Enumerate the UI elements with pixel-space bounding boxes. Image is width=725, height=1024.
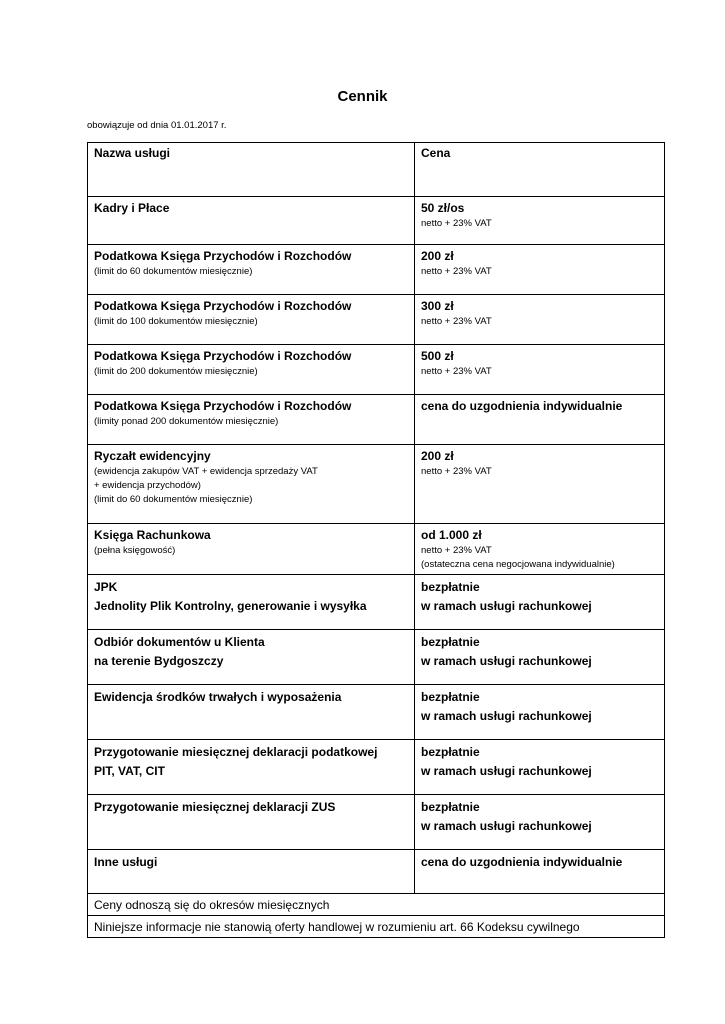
table-row xyxy=(88,630,665,685)
price-value: 500 zł xyxy=(421,349,454,363)
service-name: Przygotowanie miesięcznej deklaracji ZUS xyxy=(94,800,336,814)
valid-from-note: obowiązuje od dnia 01.01.2017 r. xyxy=(87,120,227,131)
service-note: (limit do 60 dokumentów miesięcznie) xyxy=(94,266,253,277)
service-cell xyxy=(88,445,415,524)
price-note: netto + 23% VAT xyxy=(421,366,492,377)
service-cell xyxy=(88,524,415,575)
service-name: Jednolity Plik Kontrolny, generowanie i wysyłka xyxy=(94,599,367,613)
table-row xyxy=(88,345,665,395)
price-cell xyxy=(415,575,665,630)
service-cell xyxy=(88,795,415,850)
table-row xyxy=(88,245,665,295)
price-cell xyxy=(415,197,665,245)
service-cell xyxy=(88,740,415,795)
service-cell xyxy=(88,575,415,630)
table-row xyxy=(88,740,665,795)
price-note: w ramach usługi rachunkowej xyxy=(421,709,592,723)
price-note: netto + 23% VAT xyxy=(421,218,492,229)
footer-row xyxy=(88,894,665,916)
table-row xyxy=(88,575,665,630)
price-value: cena do uzgodnienia indywidualnie xyxy=(421,855,623,869)
price-note: w ramach usługi rachunkowej xyxy=(421,599,592,613)
price-note: w ramach usługi rachunkowej xyxy=(421,819,592,833)
table-row xyxy=(88,445,665,524)
header-price: Cena xyxy=(415,143,665,197)
service-name: PIT, VAT, CIT xyxy=(94,764,165,778)
price-note: netto + 23% VAT xyxy=(421,545,492,556)
service-name: Podatkowa Księga Przychodów i Rozchodów xyxy=(94,249,352,263)
price-value: bezpłatnie xyxy=(421,580,480,594)
service-cell xyxy=(88,197,415,245)
price-note: netto + 23% VAT xyxy=(421,316,492,327)
service-name: Ryczałt ewidencyjny xyxy=(94,449,211,463)
service-cell xyxy=(88,685,415,740)
price-value: bezpłatnie xyxy=(421,635,480,649)
price-value: 50 zł/os xyxy=(421,201,465,215)
service-note: + ewidencja przychodów) xyxy=(94,480,201,491)
price-cell xyxy=(415,445,665,524)
service-cell xyxy=(88,295,415,345)
price-value: bezpłatnie xyxy=(421,800,480,814)
service-name: Przygotowanie miesięcznej deklaracji podatkowej xyxy=(94,745,378,759)
service-cell xyxy=(88,245,415,295)
price-value: 200 zł xyxy=(421,449,454,463)
service-note: (limit do 60 dokumentów miesięcznie) xyxy=(94,494,253,505)
service-name: Księga Rachunkowa xyxy=(94,528,211,542)
price-cell xyxy=(415,524,665,575)
service-note: (limit do 200 dokumentów miesięcznie) xyxy=(94,366,258,377)
price-cell xyxy=(415,395,665,445)
price-value: 300 zł xyxy=(421,299,454,313)
price-cell xyxy=(415,685,665,740)
price-note: w ramach usługi rachunkowej xyxy=(421,654,592,668)
service-cell xyxy=(88,395,415,445)
price-value: od 1.000 zł xyxy=(421,528,482,542)
footer-note-periods: Ceny odnoszą się do okresów miesięcznych xyxy=(88,894,665,916)
footer-row xyxy=(88,916,665,938)
price-note-extra: (ostateczna cena negocjowana indywidualnie) xyxy=(421,559,615,570)
service-name: Podatkowa Księga Przychodów i Rozchodów xyxy=(94,299,352,313)
table-row xyxy=(88,685,665,740)
service-name: Podatkowa Księga Przychodów i Rozchodów xyxy=(94,399,352,413)
service-note: (ewidencja zakupów VAT + ewidencja sprzedaży VAT xyxy=(94,466,318,477)
price-value: cena do uzgodnienia indywidualnie xyxy=(421,399,623,413)
service-name: Odbiór dokumentów u Klienta xyxy=(94,635,265,649)
header-service: Nazwa usługi xyxy=(88,143,415,197)
service-note: (limity ponad 200 dokumentów miesięcznie) xyxy=(94,416,279,427)
table-row xyxy=(88,197,665,245)
price-cell xyxy=(415,740,665,795)
service-name: Inne usługi xyxy=(94,855,158,869)
price-cell xyxy=(415,630,665,685)
service-note: (limit do 100 dokumentów miesięcznie) xyxy=(94,316,258,327)
table-row xyxy=(88,850,665,894)
service-note: (pełna księgowość) xyxy=(94,545,176,556)
price-cell xyxy=(415,295,665,345)
price-value: 200 zł xyxy=(421,249,454,263)
service-cell xyxy=(88,630,415,685)
price-note: netto + 23% VAT xyxy=(421,466,492,477)
price-note: netto + 23% VAT xyxy=(421,266,492,277)
service-cell xyxy=(88,850,415,894)
price-cell xyxy=(415,850,665,894)
service-name: na terenie Bydgoszczy xyxy=(94,654,224,668)
service-name: Podatkowa Księga Przychodów i Rozchodów xyxy=(94,349,352,363)
footer-note-disclaimer: Niniejsze informacje nie stanowią oferty handlowej w rozumieniu art. 66 Kodeksu cywilnego xyxy=(88,916,665,938)
price-note: w ramach usługi rachunkowej xyxy=(421,764,592,778)
price-cell xyxy=(415,345,665,395)
page-title: Cennik xyxy=(337,88,388,105)
service-name: Kadry i Płace xyxy=(94,201,170,215)
table-row xyxy=(88,395,665,445)
service-name: Ewidencja środków trwałych i wyposażenia xyxy=(94,690,342,704)
price-cell xyxy=(415,245,665,295)
price-value: bezpłatnie xyxy=(421,745,480,759)
table-header-row xyxy=(88,143,665,197)
table-row xyxy=(88,795,665,850)
price-table xyxy=(87,142,665,938)
table-row xyxy=(88,295,665,345)
service-name: JPK xyxy=(94,580,118,594)
table-row xyxy=(88,524,665,575)
price-value: bezpłatnie xyxy=(421,690,480,704)
price-cell xyxy=(415,795,665,850)
service-cell xyxy=(88,345,415,395)
